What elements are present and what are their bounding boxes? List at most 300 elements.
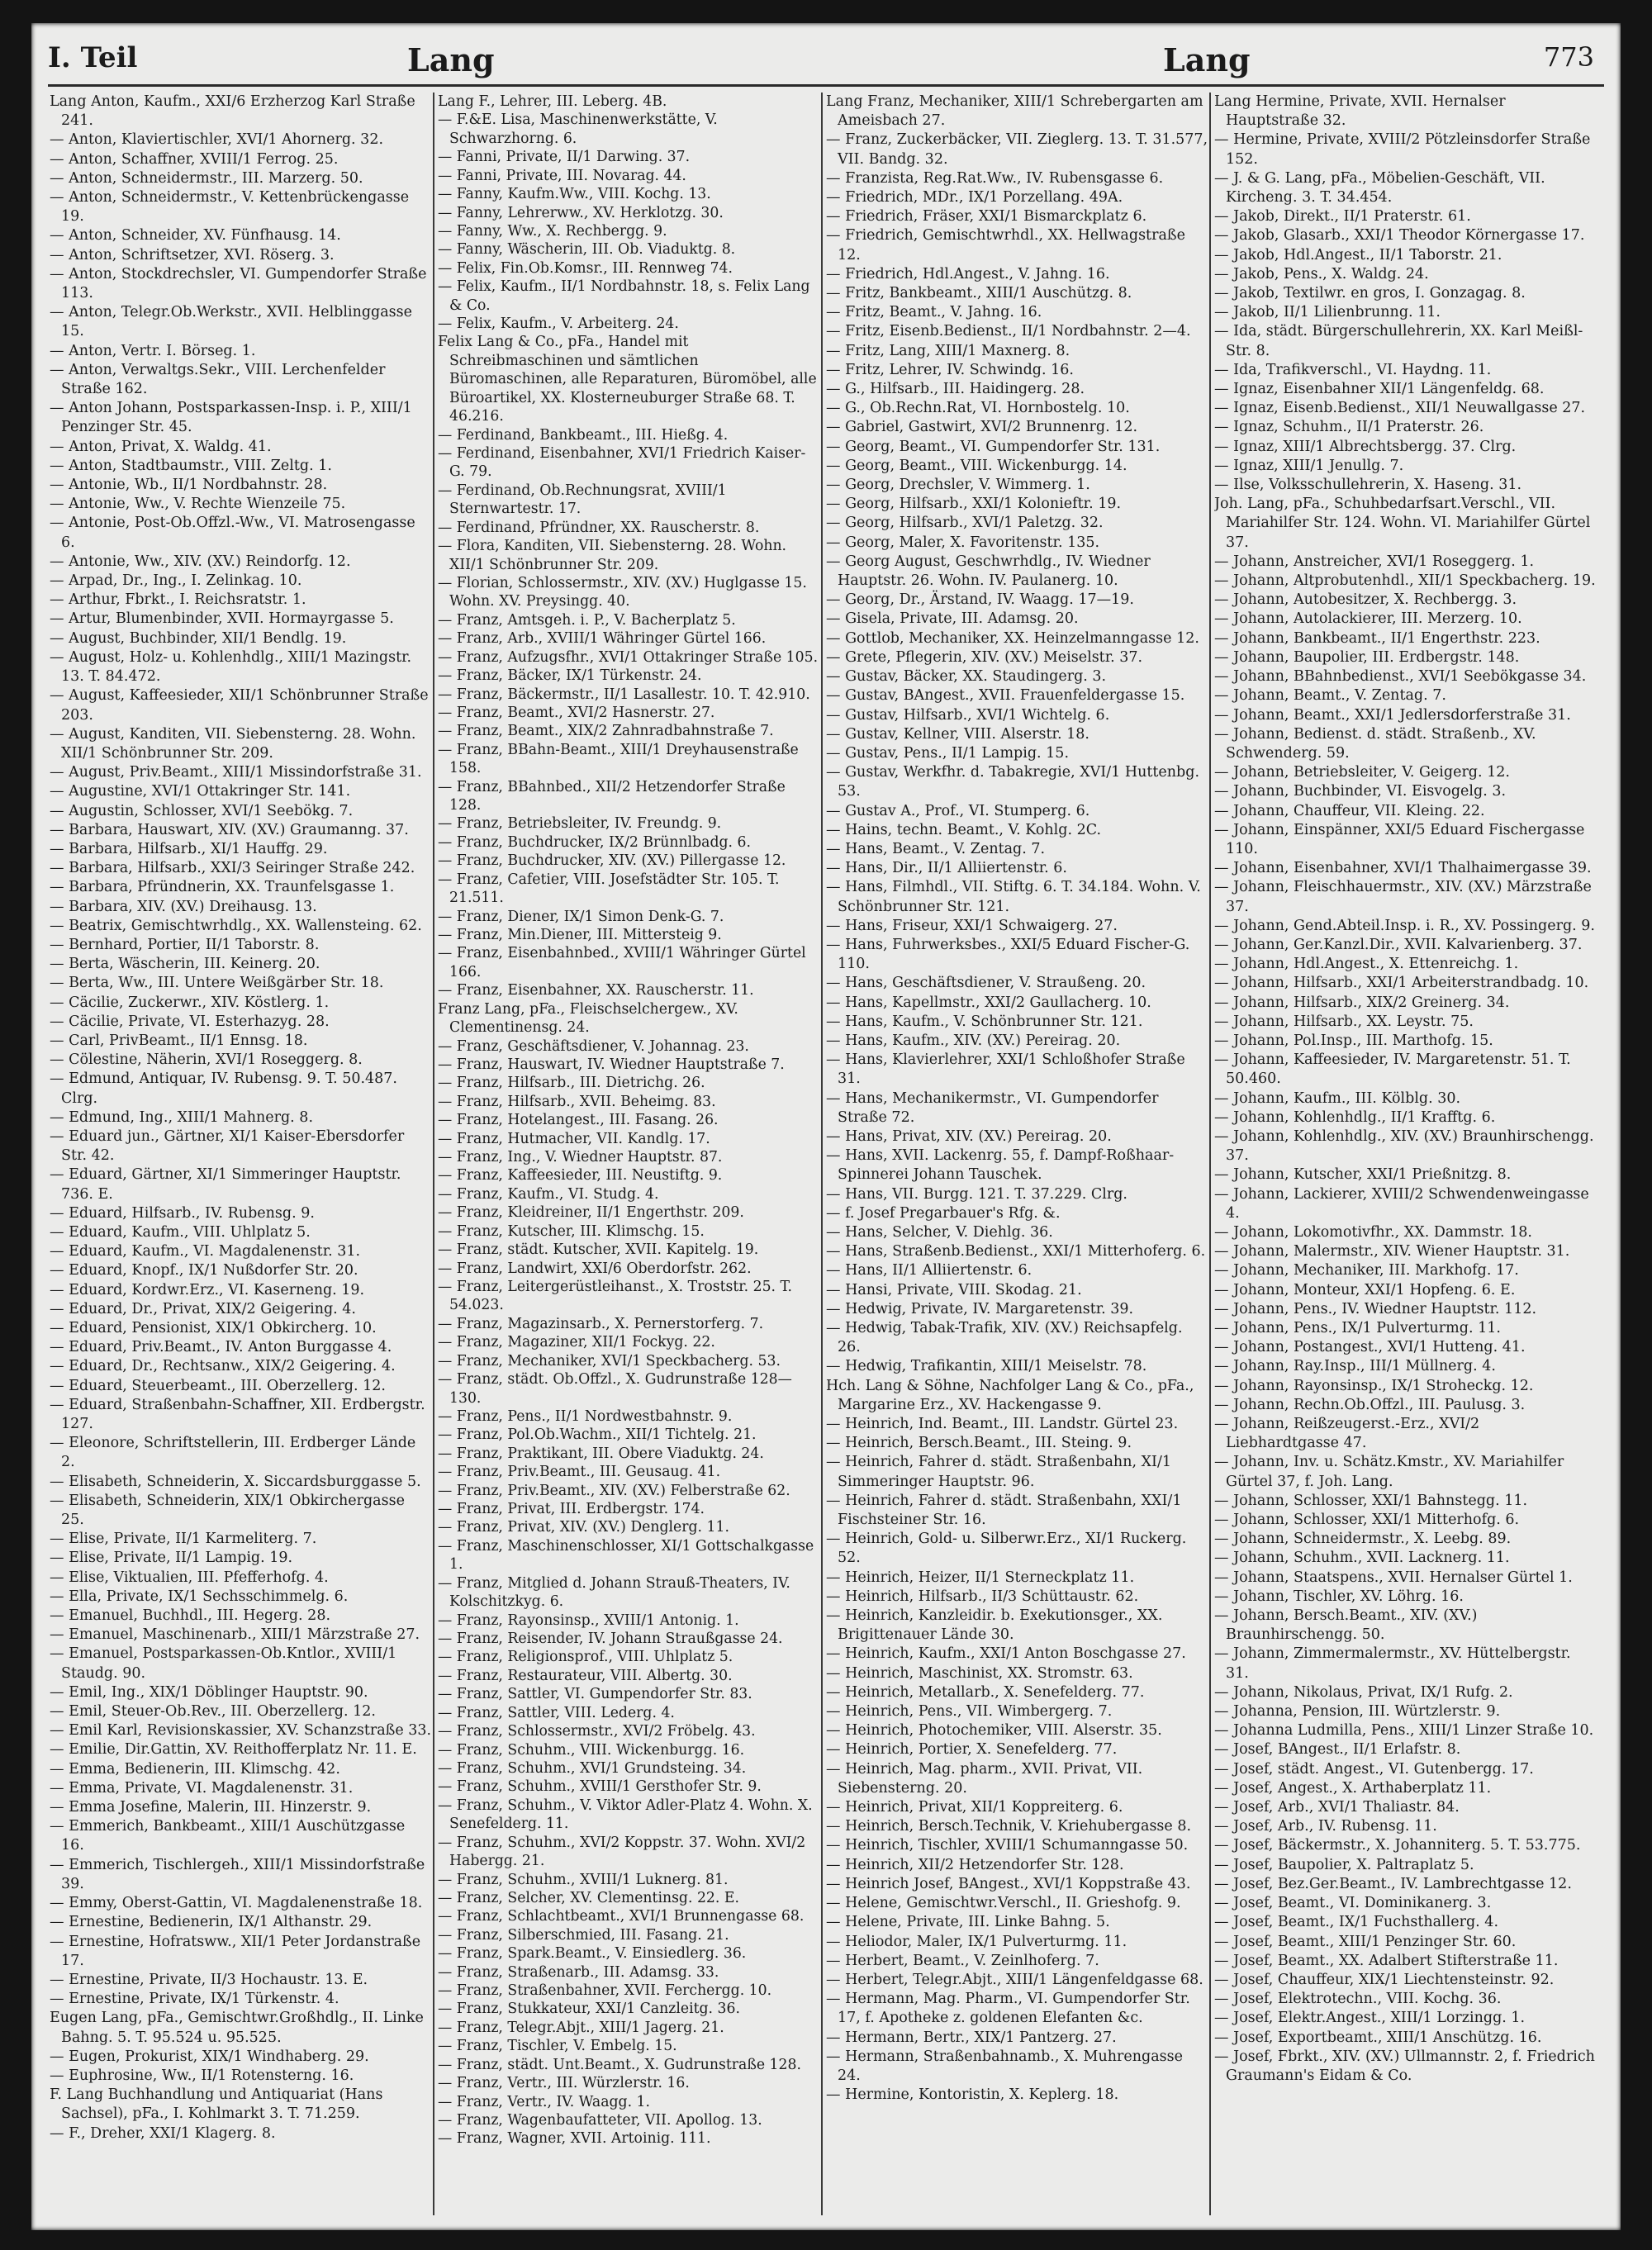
directory-entry: Lang Anton, Kaufm., XXI/6 Erzherzog Karl Straße 241. [50,93,415,130]
directory-entry: — Emanuel, Postsparkassen-Ob.Kntlor., XVIII/1 Staudg. 90. [50,1645,397,1682]
directory-entry: — Anton, Klaviertischler, XVI/1 Ahornerg. 32. [50,131,384,149]
directory-entry: — Gabriel, Gastwirt, XVI/2 Brunnenrg. 12. [826,419,1138,436]
directory-entry: — Antonie, Ww., V. Rechte Wienzeile 75. [50,496,346,513]
directory-entry: — Johann, Kaufm., III. Kölblg. 30. [1214,1089,1461,1107]
directory-entry: — Johann, Kutscher, XXI/1 Prießnitzg. 8. [1214,1166,1512,1184]
directory-entry: — F.&E. Lisa, Maschinenwerkstätte, V. Schwarzhorng. 6. [438,112,718,147]
directory-entry: — Augustine, XVI/1 Ottakringer Str. 141. [50,783,351,800]
directory-entry: — August, Priv.Beamt., XIII/1 Missindorfstraße 31. [50,764,422,781]
directory-entry: — Emanuel, Buchhdl., III. Hegerg. 28. [50,1607,331,1625]
directory-entry: — Franz, Hauswart, IV. Wiedner Hauptstraße 7. [438,1056,785,1073]
directory-entry: — Franz, Schlachtbeamt., XVI/1 Brunnengasse 68. [438,1908,805,1925]
directory-entry: — Johann, Beamt., V. Zentag. 7. [1214,687,1446,705]
directory-entry: — Helene, Gemischtwr.Verschl., II. Grieshofg. 9. [826,1895,1181,1912]
directory-entry: — Ignaz, Schuhm., II/1 Praterstr. 26. [1214,419,1484,436]
directory-entry: — Emmerich, Bankbeamt., XIII/1 Auschützgasse 16. [50,1818,406,1854]
directory-entry: — Franz, Bäckermstr., II/1 Lasallestr. 10. T. 42.910. [438,686,810,703]
directory-entry: — Johann, Bersch.Beamt., XIV. (XV.) Braunhirschengg. 50. [1214,1607,1478,1644]
directory-entry: — Josef, Bäckermstr., X. Johanniterg. 5. T. 53.775. [1214,1837,1581,1854]
directory-entry: — Franz, Straßenbahner, XVII. Ferchergg. 10. [438,1982,772,2000]
directory-entry: Franz Lang, pFa., Fleischselchergew., XV. Clementinensg. 24. [438,1000,738,1037]
directory-entry: — Eleonore, Schriftstellerin, III. Erdberger Lände 2. [50,1435,416,1471]
directory-entry: — Johann, Einspänner, XXI/5 Eduard Fischergasse 110. [1214,821,1585,857]
directory-entry: — Fanny, Kaufm.Ww., VIII. Kochg. 13. [438,186,711,203]
directory-entry: — Franz, Hilfsarb., III. Dietrichg. 26. [438,1075,705,1092]
directory-entry: — Arthur, Fbrkt., I. Reichsratstr. 1. [50,591,306,609]
directory-entry: — Friedrich, Gemischtwrhdl., XX. Hellwagstraße 12. [826,227,1185,263]
directory-entry: — Heinrich, Mag. pharm., XVII. Privat, VII. Siebensterng. 20. [826,1760,1143,1797]
directory-entry: — F., Dreher, XXI/1 Klagerg. 8. [50,2124,276,2142]
directory-entry: — Franz, Min.Diener, III. Mittersteig 9. [438,926,722,943]
directory-entry: — Franz, Spark.Beamt., V. Einsiedlerg. 36. [438,1945,747,1963]
directory-entry: — Johann, Eisenbahner, XVI/1 Thalhaimergasse 39. [1214,860,1592,877]
directory-entry: — Ferdinand, Bankbeamt., III. Hießg. 4. [438,426,729,444]
directory-entry: — Franz, Privat, III. Erdbergstr. 174. [438,1501,705,1518]
directory-entry: — Johann, Hilfsarb., XX. Leystr. 75. [1214,1013,1474,1030]
directory-entry: — Josef, Angest., X. Arthaberplatz 11. [1214,1779,1492,1797]
directory-entry: — Ella, Private, IX/1 Sechsschimmelg. 6. [50,1588,349,1605]
directory-entry: — Heinrich, Maschinist, XX. Stromstr. 63. [826,1664,1133,1682]
directory-entry: — Franz, Pens., II/1 Nordwestbahnstr. 9. [438,1407,733,1425]
column-divider [433,93,434,2215]
directory-entry: — Josef, Fbrkt., XIV. (XV.) Ullmannstr. 2, f. Friedrich Graumann's Eidam & Co. [1214,2048,1595,2084]
directory-entry: — Franz, Tischler, V. Embelg. 15. [438,2038,677,2055]
directory-entry: — Johann, Baupolier, III. Erdbergstr. 148. [1214,648,1520,666]
surname-heading-left: Lang [407,41,495,78]
header-rule [48,84,1604,87]
directory-entry: Lang Franz, Mechaniker, XIII/1 Schrebergarten am Ameisbach 27. [826,93,1203,130]
directory-entry: — Eduard, Straßenbahn-Schaffner, XII. Erdbergstr. 127. [50,1396,425,1433]
directory-entry: — Franz, Mitglied d. Johann Strauß-Theaters, IV. Kolschitzkyg. 6. [438,1574,790,1611]
directory-entry: — Franz, Silberschmied, III. Fasang. 21. [438,1926,729,1944]
directory-entry: — Eduard, Priv.Beamt., IV. Anton Burggasse 4. [50,1339,392,1356]
directory-entry: — Josef, Beamt., XX. Adalbert Stifterstraße 11. [1214,1952,1559,1969]
directory-entry: — Johann, Mechaniker, III. Markhofg. 17. [1214,1262,1519,1279]
directory-entry: Felix Lang & Co., pFa., Handel mit Schreibmaschinen und sämtlichen Büromaschinen, alle Reparaturen, Büromöbel, alle Büroartikel, XX. Klosterneuburger Straße 68. T. 46.216. [438,334,817,425]
directory-entry: — Franz, Zuckerbäcker, VII. Zieglerg. 13. T. 31.577, VII. Bandg. 32. [826,131,1208,168]
directory-entry: — Franz, Geschäftsdiener, V. Johannag. 23. [438,1037,749,1055]
directory-entry: — Fanni, Private, III. Novarag. 44. [438,167,686,184]
directory-entry: — Georg August, Geschwrhdlg., IV. Wiedner Hauptstr. 26. Wohn. IV. Paulanerg. 10. [826,553,1151,590]
directory-entry: — Fritz, Lang, XIII/1 Maxnerg. 8. [826,342,1070,359]
directory-entry: — Franz, Amtsgeh. i. P., V. Bacherplatz 5. [438,611,736,629]
directory-entry: — Johanna, Pension, III. Würtzlerstr. 9. [1214,1703,1501,1721]
directory-entry: — f. Josef Pregarbauer's Rfg. &. [826,1204,1061,1222]
directory-entry: — Josef, Bez.Ger.Beamt., IV. Lambrechtgasse 12. [1214,1875,1572,1892]
directory-entry: — Anton, Schaffner, XVIII/1 Ferrog. 25. [50,150,339,168]
directory-entry: — Eduard, Hilfsarb., IV. Rubensg. 9. [50,1204,315,1222]
directory-entry: — Emma, Bedienerin, III. Klimschg. 42. [50,1760,340,1778]
directory-entry: — Friedrich, Fräser, XXI/1 Bismarckplatz 6. [826,208,1147,225]
directory-entry: — Fanny, Wäscherin, III. Ob. Viaduktg. 8. [438,241,736,259]
directory-entry: — Johann, Altprobutenhdl., XII/1 Speckbacherg. 19. [1214,572,1596,590]
directory-entry: — Franz, Straßenarb., III. Adamsg. 33. [438,1963,719,1981]
directory-entry: — Barbara, Hilfsarb., XI/1 Hauffg. 29. [50,840,328,857]
directory-entry: — Eduard jun., Gärtner, XI/1 Kaiser-Ebersdorfer Str. 42. [50,1127,405,1165]
directory-entry: — Franz, Hotelangest., III. Fasang. 26. [438,1112,719,1129]
directory-column-3 [826,93,1208,2215]
directory-entry: Lang F., Lehrer, III. Leberg. 4B. [438,93,667,110]
directory-entry: — Johann, Schneidermstr., X. Leebg. 89. [1214,1531,1512,1548]
directory-entry: — Josef, Beamt., VI. Dominikanerg. 3. [1214,1895,1492,1912]
directory-entry: — Elisabeth, Schneiderin, XIX/1 Obkirchergasse 25. [50,1492,405,1529]
directory-entry: — Georg, Drechsler, V. Wimmerg. 1. [826,477,1090,494]
directory-entry: — Herbert, Beamt., V. Zeinlhoferg. 7. [826,1952,1099,1969]
directory-entry: — Heinrich, Portier, X. Senefelderg. 77. [826,1741,1118,1759]
directory-entry: — Hans, Kapellmstr., XXI/2 Gaullacherg. 10. [826,994,1151,1011]
directory-entry: — Johann, Rechn.Ob.Offzl., III. Paulusg. 3. [1214,1396,1526,1413]
directory-entry: — Franz, Beamt., XIX/2 Zahnradbahnstraße 7. [438,723,774,740]
directory-entry: — Johann, Postangest., XVI/1 Hutteng. 41. [1214,1339,1526,1356]
directory-entry: — Hans, Friseur, XXI/1 Schwaigerg. 27. [826,917,1118,934]
directory-column-2 [438,93,820,2215]
directory-entry: — Jakob, Direkt., II/1 Praterstr. 61. [1214,208,1471,225]
directory-entry: — Ernestine, Bedienerin, IX/1 Althanstr. 29. [50,1914,373,1931]
directory-entry: — Johann, Nikolaus, Privat, IX/1 Rufg. 2. [1214,1683,1513,1701]
directory-entry: Eugen Lang, pFa., Gemischtwr.Großhdlg., II. Linke Bahng. 5. T. 95.524 u. 95.525. [50,2010,424,2046]
directory-entry: Hch. Lang & Söhne, Nachfolger Lang & Co., pFa., Margarine Erz., XV. Hackengasse 9. [826,1377,1194,1413]
page-header [31,23,1621,93]
directory-entry: — Emma Josefine, Malerin, III. Hinzerstr. 9. [50,1799,372,1816]
directory-entry: — Antonie, Ww., XIV. (XV.) Reindorfg. 12. [50,553,351,570]
directory-entry: — Franz, Maschinenschlosser, XI/1 Gottschalkgasse 1. [438,1537,814,1574]
directory-entry: — August, Buchbinder, XII/1 Bendlg. 19. [50,629,347,647]
directory-entry: — Jakob, Glasarb., XXI/1 Theodor Körnergasse 17. [1214,227,1585,244]
directory-entry: — Johann, Bankbeamt., II/1 Engerthstr. 223. [1214,629,1540,647]
directory-column-1 [50,93,432,2215]
directory-entry: — Ilse, Volksschullehrerin, X. Haseng. 31. [1214,477,1522,494]
directory-entry: — Josef, Beamt., IX/1 Fuchsthallerg. 4. [1214,1914,1499,1931]
directory-entry: — Franz, städt. Ob.Offzl., X. Gudrunstraße 128—130. [438,1371,792,1407]
directory-entry: — Beatrix, Gemischtwrhdlg., XX. Wallensteing. 62. [50,917,422,934]
directory-entry: — Barbara, Pfründnerin, XX. Traunfelsgasse 1. [50,879,395,896]
directory-entry: — Hains, techn. Beamt., V. Kohlg. 2C. [826,821,1102,838]
directory-entry: — Georg, Hilfsarb., XXI/1 Kolonieftr. 19. [826,496,1122,513]
directory-entry: — Gustav, BAngest., XVII. Frauenfeldergasse 15. [826,687,1185,705]
directory-entry: — Josef, Elektrotechn., VIII. Kochg. 36. [1214,1991,1502,2008]
directory-entry: — Hermann, Mag. Pharm., VI. Gumpendorfer Str. 17, f. Apotheke z. goldenen Elefanten &c. [826,1991,1190,2027]
directory-entry: — Johann, Anstreicher, XVI/1 Roseggerg. 1. [1214,553,1535,570]
surname-heading-right: Lang [1163,41,1251,78]
directory-entry: — Ernestine, Private, IX/1 Türkenstr. 4. [50,1991,339,2008]
directory-entry: — Hans, Beamt., V. Zentag. 7. [826,840,1046,857]
directory-entry: — Franz, Diener, IX/1 Simon Denk-G. 7. [438,908,724,925]
directory-entry: — Hermine, Kontoristin, X. Keplerg. 18. [826,2086,1119,2104]
directory-entry: — Franz, Bäcker, IX/1 Türkenstr. 24. [438,667,702,685]
directory-entry: — Hans, VII. Burgg. 121. T. 37.229. Clrg. [826,1185,1127,1203]
directory-entry: — Felix, Kaufm., II/1 Nordbahnstr. 18, s. Felix Lang & Co. [438,278,810,314]
directory-entry: — Franz, Priv.Beamt., XIV. (XV.) Felberstraße 62. [438,1482,790,1499]
directory-entry: — Georg, Maler, X. Favoritenstr. 135. [826,534,1100,551]
directory-entry: — Franz, Cafetier, VIII. Josefstädter Str. 105. T. 21.511. [438,871,780,907]
directory-entry: — Hedwig, Trafikantin, XIII/1 Meiselstr. 78. [826,1358,1147,1375]
directory-entry: — Georg, Dr., Ärstand, IV. Waagg. 17—19. [826,591,1134,609]
directory-entry: — Heinrich, Heizer, II/1 Sterneckplatz 11. [826,1569,1135,1586]
directory-entry: — Johann, Gend.Abteil.Insp. i. R., XV. Possingerg. 9. [1214,917,1595,934]
directory-entry: — August, Holz- u. Kohlenhdlg., XIII/1 Mazingstr. 13. T. 84.472. [50,648,412,686]
directory-entry: — Hans, Straßenb.Bedienst., XXI/1 Mitterhoferg. 6. [826,1243,1206,1260]
directory-entry: — Heinrich, Fahrer d. städt. Straßenbahn, XXI/1 Fischsteiner Str. 16. [826,1492,1182,1529]
column-divider [1209,93,1211,2215]
directory-entry: — Johann, Zimmermalermstr., XV. Hüttelbergstr. 31. [1214,1645,1571,1682]
directory-entry: — August, Kanditen, VII. Siebensterng. 28. Wohn. XII/1 Schönbrunner Str. 209. [50,725,416,762]
directory-entry: — Helene, Private, III. Linke Bahng. 5. [826,1914,1110,1931]
directory-entry: — Fanny, Lehrerww., XV. Herklotzg. 30. [438,204,724,221]
directory-entry: — Franz, städt. Kutscher, XVII. Kapitelg. 19. [438,1241,759,1259]
directory-entry: — Hermann, Straßenbahnamb., X. Muhrengasse 24. [826,2048,1183,2084]
directory-entry: — Heinrich Josef, BAngest., XVI/1 Koppstraße 43. [826,1875,1191,1892]
directory-entry: — Josef, Exportbeamt., XIII/1 Anschützg. 16. [1214,2029,1542,2046]
directory-entry: — Johann, Schuhm., XVII. Lacknerg. 11. [1214,1550,1510,1567]
directory-entry: — Eduard, Dr., Rechtsanw., XIX/2 Geigering. 4. [50,1358,396,1375]
directory-entry: — Johann, Monteur, XXI/1 Hopfeng. 6. E. [1214,1281,1516,1298]
directory-entry: — Heinrich, XII/2 Hetzendorfer Str. 128. [826,1856,1124,1873]
directory-entry: — Jakob, Textilwr. en gros, I. Gonzagag. 8. [1214,285,1526,302]
directory-entry: — Fanni, Private, II/1 Darwing. 37. [438,149,691,166]
directory-entry: — Jakob, Hdl.Angest., II/1 Taborstr. 21. [1214,246,1502,263]
directory-entry: — Artur, Blumenbinder, XVII. Hormayrgasse 5. [50,610,394,628]
directory-entry: — Antonie, Post-Ob.Offzl.-Ww., VI. Matrosengasse 6. [50,515,415,551]
directory-entry: — Cäcilie, Zuckerwr., XIV. Köstlerg. 1. [50,994,330,1011]
directory-entry: — Josef, städt. Angest., VI. Gutenbergg. 17. [1214,1760,1534,1778]
directory-entry: — Cäcilie, Private, VI. Esterhazyg. 28. [50,1013,330,1030]
directory-entry: — Hans, Fuhrwerksbes., XXI/5 Eduard Fischer-G. 110. [826,936,1190,973]
directory-entry: — Franz, Kutscher, III. Klimschg. 15. [438,1222,705,1240]
directory-entry: — Johann, Autolackierer, III. Merzerg. 10. [1214,610,1522,628]
directory-entry: — Heinrich, Gold- u. Silberwr.Erz., XI/1 Ruckerg. 52. [826,1531,1187,1567]
directory-entry: — Heinrich, Ind. Beamt., III. Landstr. Gürtel 23. [826,1416,1179,1433]
directory-entry: — Josef, Arb., XVI/1 Thaliastr. 84. [1214,1799,1460,1816]
directory-entry: — Hans, Mechanikermstr., VI. Gumpendorfer Straße 72. [826,1089,1159,1126]
directory-entry: — Franz, Priv.Beamt., III. Geusaug. 41. [438,1464,721,1481]
directory-entry: — Johann, Pens., IX/1 Pulverturmg. 11. [1214,1320,1501,1336]
directory-entry: — Johann, Lokomotivfhr., XX. Dammstr. 18. [1214,1223,1532,1241]
directory-entry: — Eduard, Pensionist, XIX/1 Obkircherg. 10. [50,1320,377,1336]
directory-entry: — Gustav A., Prof., VI. Stumperg. 6. [826,802,1090,819]
directory-entry: — Anton Johann, Postsparkassen-Insp. i. P., XIII/1 Penzinger Str. 45. [50,400,412,436]
directory-entry: — Josef, Chauffeur, XIX/1 Liechtensteinstr. 92. [1214,1971,1555,1988]
directory-entry: — Hans, Geschäftsdiener, V. Straußeng. 20. [826,975,1146,992]
directory-entry: — Florian, Schlossermstr., XIV. (XV.) Huglgasse 15. Wohn. XV. Preysingg. 40. [438,574,807,610]
directory-entry: — Franzista, Reg.Rat.Ww., IV. Rubensgasse 6. [826,169,1164,187]
directory-entry: — Hans, Privat, XIV. (XV.) Pereirag. 20. [826,1127,1112,1145]
directory-entry: — Felix, Kaufm., V. Arbeiterg. 24. [438,316,679,333]
directory-entry: — Antonie, Wb., II/1 Nordbahnstr. 28. [50,477,328,494]
directory-entry: — Johann, Lackierer, XVIII/2 Schwendenweingasse 4. [1214,1185,1589,1222]
directory-entry: — Franz, Schlossermstr., XVI/2 Fröbelg. 43. [438,1723,756,1740]
directory-entry: — Georg, Beamt., VIII. Wickenburgg. 14. [826,457,1127,474]
directory-entry: — Hermine, Private, XVIII/2 Pötzleinsdorfer Straße 152. [1214,131,1591,168]
directory-entry: — Ignaz, XIII/1 Albrechtsbergg. 37. Clrg. [1214,438,1517,455]
directory-entry: — Friedrich, MDr., IX/1 Porzellang. 49A. [826,189,1123,206]
directory-entry: — Franz, Kaffeesieder, III. Neustiftg. 9. [438,1167,723,1184]
directory-entry: — Franz, Religionsprof., VIII. Uhlplatz 5. [438,1649,733,1666]
directory-entry: — Heinrich, Metallarb., X. Senefelderg. 77. [826,1683,1145,1701]
directory-entry: — Jakob, II/1 Lilienbrunng. 11. [1214,304,1441,321]
directory-entry: — Franz, Pol.Ob.Wachm., XII/1 Tichtelg. 21. [438,1426,757,1444]
directory-entry: — G., Ob.Rechn.Rat, VI. Hornbostelg. 10. [826,400,1130,417]
directory-entry: — Franz, Schuhm., XVI/2 Koppstr. 37. Wohn. XVI/2 Habergg. 21. [438,1834,806,1870]
directory-entry: — Augustin, Schlosser, XVI/1 Seebökg. 7. [50,802,354,819]
directory-entry: — Anton, Schneidermstr., V. Kettenbrückengasse 19. [50,189,410,225]
directory-entry: — Anton, Vertr. I. Börseg. 1. [50,342,256,359]
directory-entry: — Hans, Dir., II/1 Alliiertenstr. 6. [826,860,1067,877]
directory-entry: — Johann, Rayonsinsp., IX/1 Stroheckg. 12. [1214,1377,1534,1394]
directory-entry: — Franz, städt. Unt.Beamt., X. Gudrunstraße 128. [438,2056,801,2073]
directory-entry: — Edmund, Antiquar, IV. Rubensg. 9. T. 50.487. Clrg. [50,1070,397,1107]
directory-entry: — Johann, Pol.Insp., III. Marthofg. 15. [1214,1032,1493,1049]
directory-entry: — Josef, Elektr.Angest., XIII/1 Lorzingg. 1. [1214,2010,1526,2027]
directory-entry: — Gustav, Kellner, VIII. Alserstr. 18. [826,725,1089,743]
directory-entry: — Franz, Rayonsinsp., XVIII/1 Antonig. 1. [438,1612,739,1629]
directory-entry: — Ferdinand, Pfründner, XX. Rauscherstr. 8. [438,519,760,536]
directory-entry: — Hermann, Bertr., XIX/1 Pantzerg. 27. [826,2029,1117,2046]
directory-entry: Lang Hermine, Private, XVII. Hernalser Hauptstraße 32. [1214,93,1506,130]
directory-entry: — Johanna Ludmilla, Pens., XIII/1 Linzer Straße 10. [1214,1722,1594,1740]
directory-entry: — Grete, Pflegerin, XIV. (XV.) Meiselstr. 37. [826,648,1143,666]
directory-entry: — Herbert, Telegr.Abjt., XIII/1 Längenfeldgasse 68. [826,1971,1203,1988]
directory-entry: — Franz, Vertr., III. Würzlerstr. 16. [438,2075,690,2092]
directory-entry: — Anton, Stockdrechsler, VI. Gumpendorfer Straße 113. [50,265,427,302]
directory-entry: — Franz, Ing., V. Wiedner Hauptstr. 87. [438,1149,723,1166]
directory-entry: F. Lang Buchhandlung und Antiquariat (Hans Sachsel), pFa., I. Kohlmarkt 3. T. 71.259. [50,2086,383,2123]
directory-entry: — Hans, Klavierlehrer, XXI/1 Schloßhofer Straße 31. [826,1051,1185,1088]
directory-entry: — Josef, Arb., IV. Rubensg. 11. [1214,1818,1437,1835]
directory-entry: — Heinrich, Privat, XII/1 Koppreiterg. 6. [826,1799,1123,1816]
directory-entry: — Ferdinand, Ob.Rechnungsrat, XVIII/1 Sternwartestr. 17. [438,482,727,518]
directory-entry: — Franz, Privat, XIV. (XV.) Denglerg. 11. [438,1519,729,1536]
directory-entry: — Josef, Baupolier, X. Paltraplatz 5. [1214,1856,1474,1873]
directory-entry: — Barbara, Hauswart, XIV. (XV.) Graumanng. 37. [50,821,409,838]
directory-entry: — Heinrich, Tischler, XVIII/1 Schumanngasse 50. [826,1837,1189,1854]
directory-entry: — Johann, Kaffeesieder, IV. Margaretenstr. 51. T. 50.460. [1214,1051,1571,1088]
directory-entry: — Eduard, Kaufm., VI. Magdalenenstr. 31. [50,1243,361,1260]
directory-entry: — Johann, Buchbinder, VI. Eisvogelg. 3. [1214,783,1507,800]
directory-entry: — Fritz, Lehrer, IV. Schwindg. 16. [826,361,1074,378]
directory-entry: — Franz, Buchdrucker, XIV. (XV.) Pillergasse 12. [438,852,786,870]
directory-entry: — Josef, Beamt., XIII/1 Penzinger Str. 60. [1214,1933,1517,1950]
directory-entry: — Franz, Kleidreiner, II/1 Engerthstr. 209. [438,1204,744,1222]
directory-entry: — Ida, städt. Bürgerschullehrerin, XX. Karl Meißl-Str. 8. [1214,323,1583,359]
directory-entry: — Fritz, Beamt., V. Jahng. 16. [826,304,1042,321]
directory-entry: — Eduard, Kaufm., VIII. Uhlplatz 5. [50,1223,311,1241]
directory-entry: — Franz, Reisender, IV. Johann Straußgasse 24. [438,1631,783,1648]
directory-entry: — Ignaz, Eisenb.Bedienst., XII/1 Neuwallgasse 27. [1214,400,1586,417]
directory-entry: — Heinrich, Hilfsarb., II/3 Schüttaustr. 62. [826,1588,1139,1605]
directory-entry: — Emmy, Oberst-Gattin, VI. Magdalenenstraße 18. [50,1895,423,1912]
directory-entry: — August, Kaffeesieder, XII/1 Schönbrunner Straße 203. [50,687,429,724]
directory-entry: — Heinrich, Pens., VII. Wimbergerg. 7. [826,1703,1113,1721]
directory-entry: — Hedwig, Tabak-Trafik, XIV. (XV.) Reichsapfelg. 26. [826,1320,1183,1356]
directory-entry: — Friedrich, Hdl.Angest., V. Jahng. 16. [826,265,1110,282]
directory-entry: — Anton, Schriftsetzer, XVI. Röserg. 3. [50,246,335,263]
directory-entry: — Johann, Autobesitzer, X. Rechbergg. 3. [1214,591,1517,609]
directory-entry: — Johann, Hdl.Angest., X. Ettenreichg. 1. [1214,956,1519,973]
directory-entry: — Elise, Private, II/1 Lampig. 19. [50,1550,293,1567]
directory-entry: — Elise, Private, II/1 Karmeliterg. 7. [50,1531,317,1548]
directory-entry: — Emil, Ing., XIX/1 Döblinger Hauptstr. 90. [50,1683,368,1701]
directory-column-4 [1214,93,1597,2215]
directory-entry: — Johann, Inv. u. Schätz.Kmstr., XV. Mariahilfer Gürtel 37, f. Joh. Lang. [1214,1454,1564,1490]
directory-entry: Joh. Lang, pFa., Schuhbedarfsart.Verschl., VII. Mariahilfer Str. 124. Wohn. VI. Mariahilfer Gürtel 37. [1214,496,1591,551]
directory-entry: — Johann, Fleischhauermstr., XIV. (XV.) Märzstraße 37. [1214,879,1592,915]
directory-entry: — Franz, Sattler, VI. Gumpendorfer Str. 83. [438,1686,752,1703]
directory-entry: — Johann, Tischler, XV. Löhrg. 16. [1214,1588,1464,1605]
directory-entry: — Hans, Selcher, V. Diehlg. 36. [826,1223,1053,1241]
directory-entry: — Ida, Trafikverschl., VI. Haydng. 11. [1214,361,1492,378]
directory-entry: — Gustav, Werkfhr. d. Tabakregie, XVI/1 Huttenbg. 53. [826,764,1200,800]
directory-page [31,23,1621,2230]
directory-entry: — Heinrich, Photochemiker, VIII. Alserstr. 35. [826,1722,1162,1740]
directory-entry: — Franz, Magazinsarb., X. Pernerstorferg. 7. [438,1315,764,1332]
directory-entry: — Eduard, Steuerbeamt., III. Oberzellerg. 12. [50,1377,386,1394]
directory-entry: — Franz, Aufzugsfhr., XVI/1 Ottakringer Straße 105. [438,648,819,666]
directory-entry: — Eduard, Dr., Privat, XIX/2 Geigering. 4. [50,1300,356,1317]
directory-entry: — Ignaz, XIII/1 Jenullg. 7. [1214,457,1404,474]
directory-entry: — Johann, Hilfsarb., XXI/1 Arbeiterstrandbadg. 10. [1214,975,1589,992]
directory-entry: — Eugen, Prokurist, XIX/1 Windhaberg. 29. [50,2048,369,2065]
directory-entry: — Heinrich, Fahrer d. städt. Straßenbahn, XI/1 Simmeringer Hauptstr. 96. [826,1454,1171,1490]
directory-entry: — Jakob, Pens., X. Waldg. 24. [1214,265,1429,282]
directory-entry: — Franz, Restaurateur, VIII. Albertg. 30. [438,1667,733,1684]
directory-entry: — Anton, Privat, X. Waldg. 41. [50,438,272,455]
directory-entry: — Fritz, Eisenb.Bedienst., II/1 Nordbahnstr. 2—4. [826,323,1191,340]
directory-entry: — Gustav, Pens., II/1 Lampig. 15. [826,744,1070,762]
directory-entry: — Franz, Landwirt, XXI/6 Oberdorfstr. 262. [438,1260,752,1277]
directory-entry: — Johann, Hilfsarb., XIX/2 Greinerg. 34. [1214,994,1510,1011]
directory-entry: — Felix, Fin.Ob.Komsr., III. Rennweg 74. [438,259,733,277]
page-number: 773 [1543,41,1594,73]
directory-entry: — G., Hilfsarb., III. Haidingerg. 28. [826,381,1085,398]
directory-entry: — Johann, Schlosser, XXI/1 Bahnstegg. 11. [1214,1492,1528,1509]
directory-entry: — Hans, Kaufm., XIV. (XV.) Pereirag. 20. [826,1032,1121,1049]
directory-entry: — Franz, Schuhm., XVI/1 Grundsteing. 34. [438,1759,747,1777]
directory-entry: — Elisabeth, Schneiderin, X. Siccardsburggasse 5. [50,1473,421,1490]
directory-entry: — Franz, Betriebsleiter, IV. Freundg. 9. [438,815,722,833]
directory-entry: — Elise, Viktualien, III. Pfefferhofg. 4. [50,1569,329,1586]
directory-entry: — Franz, Beamt., XVI/2 Hasnerstr. 27. [438,704,715,721]
directory-entry: — Johann, Bedienst. d. städt. Straßenb., XV. Schwenderg. 59. [1214,725,1536,762]
directory-entry: — Eduard, Kordwr.Erz., VI. Kaserneng. 19. [50,1281,365,1298]
directory-entry: — Emanuel, Maschinenarb., XIII/1 Märzstraße 27. [50,1626,420,1644]
directory-entry: — Edmund, Ing., XIII/1 Mahnerg. 8. [50,1108,314,1126]
directory-entry: — Heliodor, Maler, IX/1 Pulverturmg. 11. [826,1933,1127,1950]
directory-entry: — Franz, Telegr.Abjt., XIII/1 Jagerg. 21. [438,2019,724,2036]
part-label: I. Teil [48,41,138,74]
directory-entry: — Fritz, Bankbeamt., XIII/1 Auschützg. 8. [826,285,1132,302]
directory-entry: — Hansi, Private, VIII. Skodag. 21. [826,1281,1082,1298]
directory-entry: — Franz, Selcher, XV. Clementinsg. 22. E. [438,1889,739,1906]
directory-entry: — Franz, Arb., XVIII/1 Währinger Gürtel 166. [438,630,767,648]
directory-entry: — Emma, Private, VI. Magdalenenstr. 31. [50,1779,354,1797]
directory-entry: — Anton, Schneidermstr., III. Marzerg. 50. [50,169,363,187]
directory-entry: — Euphrosine, Ww., II/1 Rotensterng. 16. [50,2067,354,2084]
directory-entry: — Franz, Praktikant, III. Obere Viaduktg. 24. [438,1445,764,1462]
directory-entry: — Barbara, Hilfsarb., XXI/3 Seiringer Straße 242. [50,860,415,877]
directory-entry: — Carl, PrivBeamt., II/1 Ennsg. 18. [50,1032,308,1049]
directory-entry: — Arpad, Dr., Ing., I. Zelinkag. 10. [50,572,302,590]
directory-entry: — Hans, Filmhdl., VII. Stiftg. 6. T. 34.184. Wohn. V. Schönbrunner Str. 121. [826,879,1201,915]
directory-entry: — Franz, Buchdrucker, IX/2 Brünnlbadg. 6. [438,833,751,851]
directory-entry: — Franz, Leitergerüstleihanst., X. Troststr. 25. T. 54.023. [438,1279,792,1314]
directory-entry: — J. & G. Lang, pFa., Möbelien-Geschäft, VII. Kircheng. 3. T. 34.454. [1214,169,1545,206]
directory-entry: — Johann, Ray.Insp., III/1 Müllnerg. 4. [1214,1358,1496,1375]
directory-entry: — Johann, Ger.Kanzl.Dir., XVII. Kalvarienberg. 37. [1214,936,1583,953]
directory-entry: — Emmerich, Tischlergeh., XIII/1 Missindorfstraße 39. [50,1856,425,1892]
directory-entry: — Georg, Beamt., VI. Gumpendorfer Str. 131. [826,438,1161,455]
directory-entry: — Franz, Mechaniker, XVI/1 Speckbacherg. 53. [438,1352,781,1369]
directory-entry: — Franz, Vertr., IV. Waagg. 1. [438,2093,650,2110]
